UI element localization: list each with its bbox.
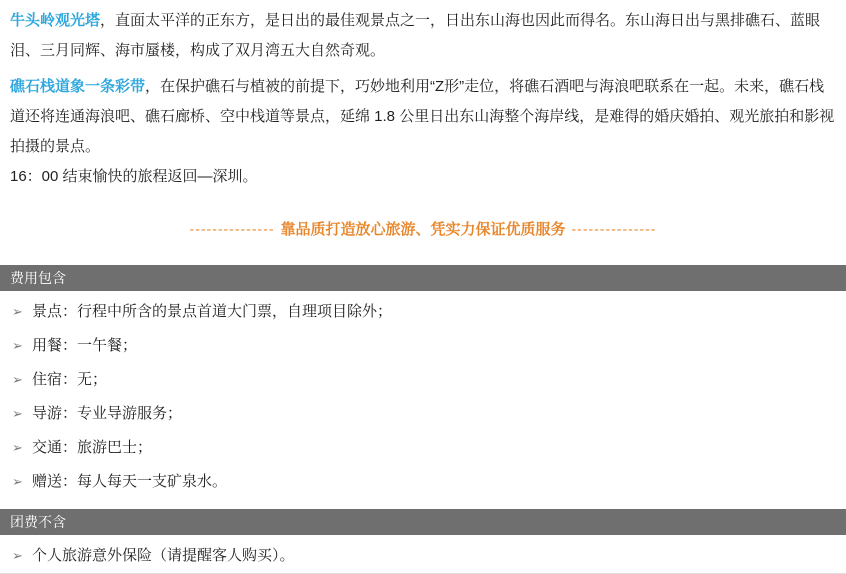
closing-line: 16：00 结束愉快的旅程返回—深圳。: [10, 168, 258, 185]
section-header-fee-excluded: 团费不含: [0, 509, 846, 535]
paragraph-2-lead: 礁石栈道象一条彩带: [10, 78, 146, 95]
list-item: [0, 363, 846, 397]
section-header-fee-included: 费用包含: [0, 265, 846, 291]
arrow-bullet-icon: ➢: [12, 304, 23, 319]
arrow-bullet-icon: ➢: [12, 548, 23, 563]
list-item-label: 用餐：一午餐；: [32, 337, 138, 354]
paragraph-1-body: ，直面太平洋的正东方，是日出的最佳观景点之一，日出东山海也因此而得名。东山海日出与黑排礁石、蓝眼泪、三月同辉、海市蜃楼，构成了双月湾五大自然奇观。: [10, 12, 821, 59]
list-item: [0, 465, 846, 499]
document-page: [0, 6, 846, 564]
arrow-bullet-icon: ➢: [12, 474, 23, 489]
arrow-bullet-icon: ➢: [12, 406, 23, 421]
slogan: [0, 218, 846, 239]
arrow-bullet-icon: ➢: [12, 440, 23, 455]
list-item-label: 住宿：无；: [32, 371, 108, 388]
list-item-label: 赠送：每人每天一支矿泉水。: [32, 473, 228, 490]
paragraph-2: [0, 72, 846, 162]
list-item-label: 个人旅游意外保险（请提醒客人购买）。: [32, 547, 295, 564]
paragraph-1-lead: 牛头岭观光塔: [10, 12, 101, 29]
list-item-label: 交通：旅游巴士；: [32, 439, 153, 456]
slogan-text: 靠品质打造放心旅游、凭实力保证优质服务: [280, 221, 566, 238]
slogan-right-dashes: ---------------: [571, 220, 657, 237]
arrow-bullet-icon: ➢: [12, 372, 23, 387]
list-item-label: 导游：专业导游服务；: [32, 405, 183, 422]
fee-excluded-list: [0, 535, 846, 573]
list-item: [0, 329, 846, 363]
fee-included-list: [0, 291, 846, 499]
list-item: [0, 431, 846, 465]
list-item: [0, 397, 846, 431]
list-item-label: 景点：行程中所含的景点首道大门票，自理项目除外；: [32, 303, 393, 320]
list-item: [0, 295, 846, 329]
slogan-left-dashes: ---------------: [189, 220, 275, 237]
paragraph-2-body: ，在保护礁石与植被的前提下，巧妙地利用“Z形”走位，将礁石酒吧与海浪吧联系在一起。未来，礁石栈道还将连通海浪吧、礁石廊桥、空中栈道等景点，延绵 1.8 公里日出东山海整个海岸线，是难得的婚庆婚拍、观光旅拍和影视拍摄的景点。: [10, 78, 835, 155]
paragraph-1: [0, 6, 846, 66]
arrow-bullet-icon: ➢: [12, 338, 23, 353]
list-item: [0, 539, 846, 573]
